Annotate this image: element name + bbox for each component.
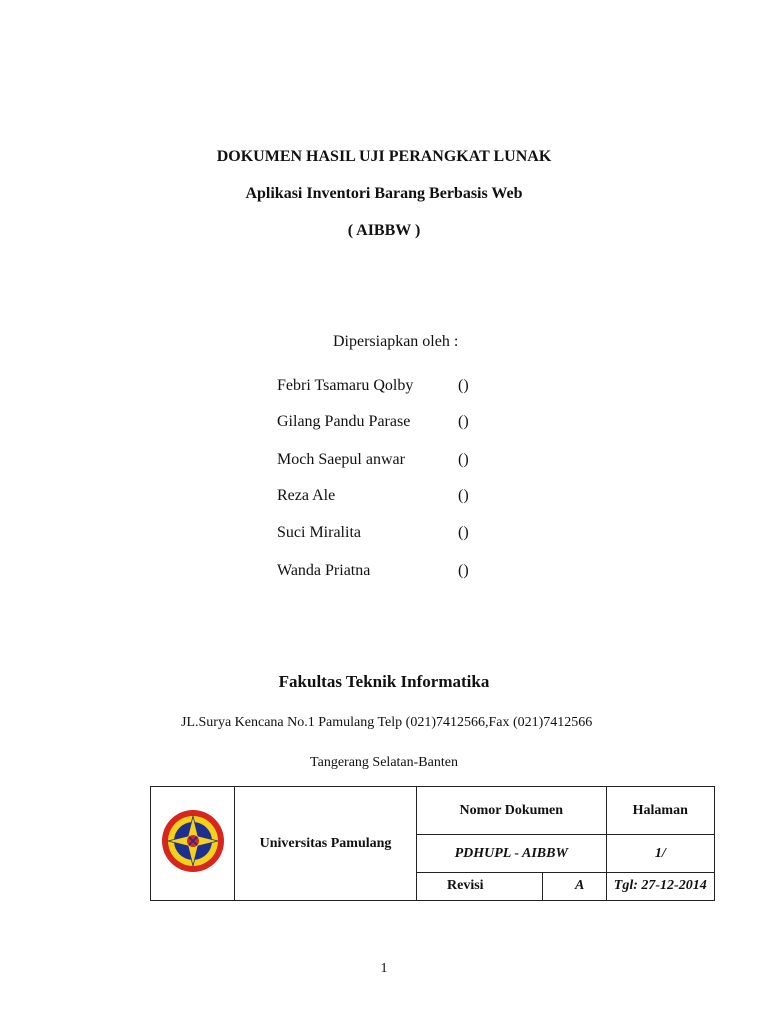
city-line: Tangerang Selatan-Banten <box>310 755 458 770</box>
person-paren: () <box>458 562 469 579</box>
document-acronym: ( AIBBW ) <box>347 222 421 239</box>
revisi-value: A <box>543 872 607 900</box>
halaman-label: Halaman <box>606 787 714 835</box>
document-date: Tgl: 27-12-2014 <box>606 872 714 900</box>
person-name: Gilang Pandu Parase <box>277 413 411 430</box>
prepared-by-label: Dipersiapkan oleh : <box>333 333 459 350</box>
document-number: PDHUPL - AIBBW <box>417 835 607 872</box>
faculty-name: Fakultas Teknik Informatika <box>278 672 490 691</box>
page-number: 1 <box>380 961 388 976</box>
document-title: DOKUMEN HASIL UJI PERANGKAT LUNAK <box>216 148 552 165</box>
document-subtitle: Aplikasi Inventori Barang Berbasis Web <box>245 185 523 202</box>
address-line: JL.Surya Kencana No.1 Pamulang Telp (021)7412566,Fax (021)7412566 <box>181 715 593 730</box>
person-paren: () <box>458 413 469 430</box>
document-info-table <box>150 786 715 901</box>
person-paren: () <box>458 524 469 541</box>
person-name: Suci Miralita <box>277 524 361 541</box>
person-name: Reza Ale <box>277 487 336 504</box>
person-name: Wanda Priatna <box>277 562 371 579</box>
person-paren: () <box>458 451 469 468</box>
revisi-label: Revisi <box>417 872 543 900</box>
logo-cell <box>151 787 235 901</box>
nomor-dokumen-label: Nomor Dokumen <box>417 787 607 835</box>
person-paren: () <box>458 487 469 504</box>
university-name: Universitas Pamulang <box>235 787 417 901</box>
person-name: Febri Tsamaru Qolby <box>277 377 414 394</box>
university-logo-icon <box>160 808 226 874</box>
person-name: Moch Saepul anwar <box>277 451 405 468</box>
page-value: 1/ <box>606 835 714 872</box>
person-paren: () <box>458 377 469 394</box>
